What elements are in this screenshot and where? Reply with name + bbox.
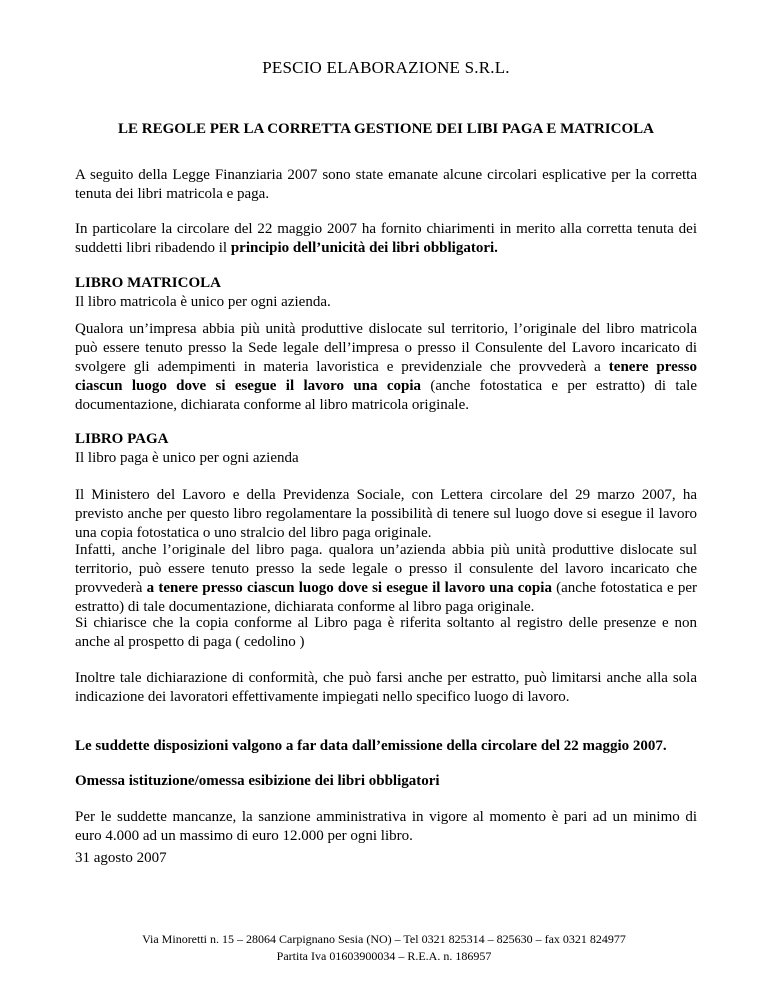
libro-paga-bold: a tenere presso ciascun luogo dove si esegue il lavoro una copia bbox=[146, 580, 552, 596]
intro-paragraph-2 bbox=[75, 220, 697, 258]
footer-address: Via Minoretti n. 15 – 28064 Carpignano Sesia (NO) – Tel 0321 825314 – 825630 – fax 0321 824977 bbox=[142, 932, 626, 946]
libro-paga-heading: LIBRO PAGA bbox=[75, 431, 169, 447]
disposizioni-statement: Le suddette disposizioni valgono a far data dall’emissione della circolare del 22 maggio 2007. bbox=[75, 738, 667, 754]
libro-matricola-paragraph bbox=[75, 320, 697, 415]
libro-paga-paragraph-3: Si chiarisce che la copia conforme al Libro paga è riferita soltanto al registro delle presenze e non anche al prospetto di paga ( cedolino ) bbox=[75, 615, 697, 650]
document-title: LE REGOLE PER LA CORRETTA GESTIONE DEI LIBI PAGA E MATRICOLA bbox=[118, 121, 654, 137]
libro-paga-text-end: (anche fotostatica e per estratto) di tale documentazione, dichiarata conforme al libro paga originale. bbox=[75, 580, 697, 615]
omessa-heading: Omessa istituzione/omessa esibizione dei libri obbligatori bbox=[75, 773, 440, 789]
libro-paga-paragraph-1: Il Ministero del Lavoro e della Previdenza Sociale, con Lettera circolare del 29 marzo 2007, ha previsto anche per questo libro regolamentare la possibilità di tenere sul luogo dove si esegue il lavoro una copia fotostatica o uno stralcio del libro paga originale. bbox=[75, 487, 697, 541]
libro-matricola-text: Qualora un’impresa abbia più unità produttive dislocate sul territorio, l’originale del libro matricola può essere tenuto presso la Sede legale dell’impresa o presso il Consulente del Lavoro incaricato di svolgere gli adempimenti in materia lavoristica e previdenziale che provvederà a bbox=[75, 321, 697, 375]
libro-matricola-line: Il libro matricola è unico per ogni azienda. bbox=[75, 294, 331, 310]
company-name: PESCIO ELABORAZIONE S.R.L. bbox=[262, 58, 510, 77]
intro-paragraph-2-text: In particolare la circolare del 22 maggio 2007 ha fornito chiarimenti in merito alla corretta tenuta dei suddetti libri ribadendo il bbox=[75, 221, 697, 256]
footer-vat: Partita Iva 01603900034 – R.E.A. n. 186957 bbox=[276, 949, 492, 963]
libro-paga-text: Infatti, anche l’originale del libro paga. qualora un’azienda abbia più unità produttive dislocate sul territorio, può essere tenuto presso la sede legale o presso il consulente del lavoro incaricato che provvederà bbox=[75, 542, 697, 596]
page-footer bbox=[0, 931, 768, 965]
omessa-paragraph: Per le suddette mancanze, la sanzione amministrativa in vigore al momento è pari ad un minimo di euro 4.000 ad un massimo di euro 12.000 per ogni libro. bbox=[75, 809, 697, 844]
libro-matricola-heading: LIBRO MATRICOLA bbox=[75, 275, 221, 291]
libro-paga-line: Il libro paga è unico per ogni azienda bbox=[75, 450, 299, 466]
libro-paga-paragraph-4: Inoltre tale dichiarazione di conformità, che può farsi anche per estratto, può limitarsi anche alla sola indicazione dei lavoratori effettivamente impiegati nello specifico luogo di lavoro. bbox=[75, 670, 697, 705]
libro-matricola-text-end: (anche fotostatica e per estratto) di tale documentazione, dichiarata conforme al libro matricola originale. bbox=[75, 378, 698, 413]
unicita-principle: principio dell’unicità dei libri obbligatori. bbox=[230, 240, 498, 256]
libro-matricola-bold: tenere presso ciascun luogo dove si esegue il lavoro una copia bbox=[75, 359, 697, 394]
libro-paga-paragraph-2 bbox=[75, 541, 697, 617]
intro-paragraph-1: A seguito della Legge Finanziaria 2007 sono state emanate alcune circolari esplicative per la corretta tenuta dei libri matricola e paga. bbox=[75, 167, 697, 202]
document-date: 31 agosto 2007 bbox=[75, 850, 167, 866]
